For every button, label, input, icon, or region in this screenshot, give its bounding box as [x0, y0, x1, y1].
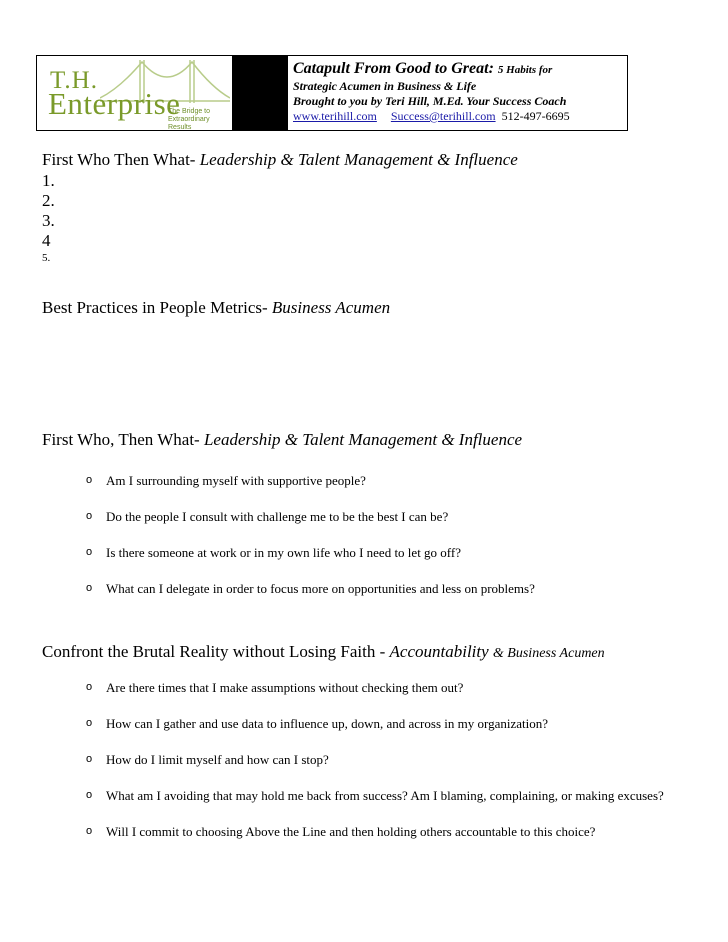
contact-line: [293, 109, 623, 124]
list-number: 5.: [42, 252, 51, 264]
company-logo: [40, 58, 230, 131]
header-divider: [232, 55, 288, 131]
heading-italic: Leadership & Talent Management & Influence: [199, 150, 518, 169]
section-4-heading: [42, 642, 605, 664]
heading-italic: Leadership & Talent Management & Influence: [203, 430, 523, 449]
list-item: o Will I commit to choosing Above the Line and then holding others accountable to this choice?: [86, 822, 686, 841]
list-item: o What can I delegate in order to focus more on opportunities and less on problems?: [86, 579, 686, 598]
heading-text: First Who, Then What-: [42, 430, 200, 449]
heading-text: Best Practices in People Metrics-: [42, 298, 268, 317]
header-info: [293, 60, 623, 124]
website-link[interactable]: www.terihill.com: [293, 109, 377, 123]
heading-italic: Business Acumen: [271, 298, 391, 317]
question-list-2: [86, 678, 686, 841]
heading-italic-small: & Business Acumen: [492, 646, 605, 661]
list-item: o Do the people I consult with challenge me to be the best I can be?: [86, 507, 686, 526]
list-number: 1.: [42, 171, 55, 190]
author-line: Brought to you by Teri Hill, M.Ed. Your Success Coach: [293, 94, 567, 108]
logo-tagline-line: The Bridge to: [168, 108, 211, 115]
logo-line-1: T.H.: [50, 67, 98, 94]
logo-tagline-line: Results: [168, 124, 192, 131]
list-item: o How do I limit myself and how can I stop?: [86, 750, 686, 769]
list-number: 2.: [42, 191, 55, 210]
list-item: o Are there times that I make assumptions without checking them out?: [86, 678, 686, 697]
list-number: 4: [42, 231, 51, 250]
title-main: Catapult From Good to Great: [293, 60, 489, 77]
section-1-heading: [42, 150, 518, 170]
logo-line-2: Enterprise: [48, 86, 181, 121]
logo-tagline: [168, 108, 238, 132]
email-link[interactable]: Success@terihill.com: [390, 109, 496, 123]
list-item: o What am I avoiding that may hold me back from success? Am I blaming, complaining, or making excuses?: [86, 786, 686, 805]
heading-text: First Who Then What-: [42, 150, 196, 169]
phone-number: 512-497-6695: [501, 109, 570, 123]
document-title: [293, 60, 623, 79]
subtitle-line: Strategic Acumen in Business & Life: [293, 79, 477, 93]
title-small: 5 Habits for: [497, 64, 553, 76]
title-separator: :: [488, 60, 494, 77]
question-list-1: [86, 471, 686, 598]
numbered-list: [42, 171, 55, 265]
list-item: o Am I surrounding myself with supportive people?: [86, 471, 686, 490]
heading-italic: Accountability: [389, 642, 489, 661]
list-number: 3.: [42, 211, 55, 230]
logo-tagline-line: Extraordinary: [168, 116, 210, 123]
list-item: o Is there someone at work or in my own life who I need to let go off?: [86, 543, 686, 562]
section-2-heading: [42, 298, 390, 318]
heading-text: Confront the Brutal Reality without Losing Faith -: [42, 642, 386, 661]
list-item: o How can I gather and use data to influence up, down, and across in my organization?: [86, 714, 686, 733]
section-3-heading: [42, 430, 522, 450]
